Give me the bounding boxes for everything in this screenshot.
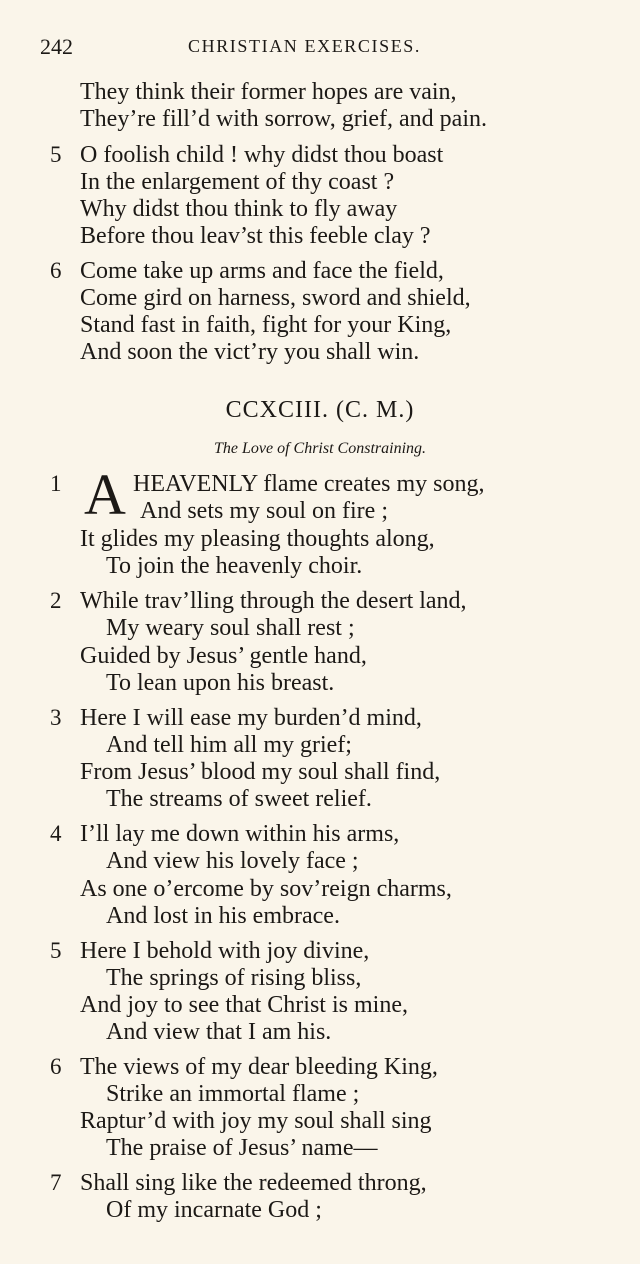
- verse-line: Stand fast in faith, fight for your King,: [80, 312, 452, 338]
- verse-line: Guided by Jesus’ gentle hand,: [80, 643, 367, 669]
- verse-number: 1: [50, 471, 62, 496]
- verse-line: Why didst thou think to fly away: [80, 196, 398, 222]
- hymn-title: CCXCIII. (C. M.): [225, 397, 415, 423]
- verse-line: It glides my pleasing thoughts along,: [80, 526, 435, 552]
- verse-line: To join the heavenly choir.: [106, 553, 363, 579]
- verse-line: And joy to see that Christ is mine,: [80, 992, 408, 1018]
- verse-line: And soon the vict’ry you shall win.: [80, 339, 420, 365]
- verse-line: From Jesus’ blood my soul shall find,: [80, 759, 441, 785]
- verse-number: 3: [50, 705, 62, 730]
- verse-number: 4: [50, 821, 62, 846]
- verse-number: 5: [50, 142, 62, 167]
- page-number: 242: [40, 34, 73, 59]
- verse-line: Come take up arms and face the field,: [80, 258, 444, 284]
- verse-line: Come gird on harness, sword and shield,: [80, 285, 471, 311]
- verse-line: And sets my soul on fire ;: [140, 498, 388, 524]
- verse-number: 2: [50, 588, 62, 613]
- verse-line: Before thou leav’st this feeble clay ?: [80, 223, 431, 249]
- verse-line: O foolish child ! why didst thou boast: [80, 142, 444, 168]
- verse-number: 6: [50, 1054, 62, 1079]
- verse-line: Here I behold with joy divine,: [80, 938, 370, 964]
- verse-line: And tell him all my grief;: [106, 732, 352, 758]
- verse-line: My weary soul shall rest ;: [106, 615, 355, 641]
- verse-line: And lost in his embrace.: [106, 903, 340, 929]
- verse-line: Strike an immortal flame ;: [106, 1081, 360, 1107]
- hymn-subtitle: The Love of Christ Constraining.: [213, 440, 427, 457]
- page-header: [40, 34, 600, 60]
- verse-number: 7: [50, 1170, 62, 1195]
- drop-cap: A: [84, 462, 126, 527]
- verse-line: And view that I am his.: [106, 1019, 332, 1045]
- verse-line: The views of my dear bleeding King,: [80, 1054, 438, 1080]
- verse-line: To lean upon his breast.: [106, 670, 335, 696]
- verse-line: They think their former hopes are vain,: [80, 79, 457, 105]
- verse-line: They’re fill’d with sorrow, grief, and pain.: [80, 106, 487, 132]
- verse-line: Raptur’d with joy my soul shall sing: [80, 1108, 432, 1134]
- verse-number: 6: [50, 258, 62, 283]
- verse-line: Of my incarnate God ;: [106, 1197, 322, 1223]
- verse-line: While trav’lling through the desert land,: [80, 588, 467, 614]
- verse-line: The praise of Jesus’ name—: [106, 1135, 378, 1161]
- verse-line: I’ll lay me down within his arms,: [80, 821, 400, 847]
- verse-number: 5: [50, 938, 62, 963]
- verse-line: The streams of sweet relief.: [106, 786, 372, 812]
- verse-line: Shall sing like the redeemed throng,: [80, 1170, 427, 1196]
- verse-line: Here I will ease my burden’d mind,: [80, 705, 422, 731]
- verse-line: And view his lovely face ;: [106, 848, 359, 874]
- verse-line: As one o’ercome by sov’reign charms,: [80, 876, 452, 902]
- verse-line: In the enlargement of thy coast ?: [80, 169, 395, 195]
- verse-line: The springs of rising bliss,: [106, 965, 362, 991]
- running-head: CHRISTIAN EXERCISES.: [188, 36, 422, 56]
- verse-line: HEAVENLY flame creates my song,: [133, 471, 485, 497]
